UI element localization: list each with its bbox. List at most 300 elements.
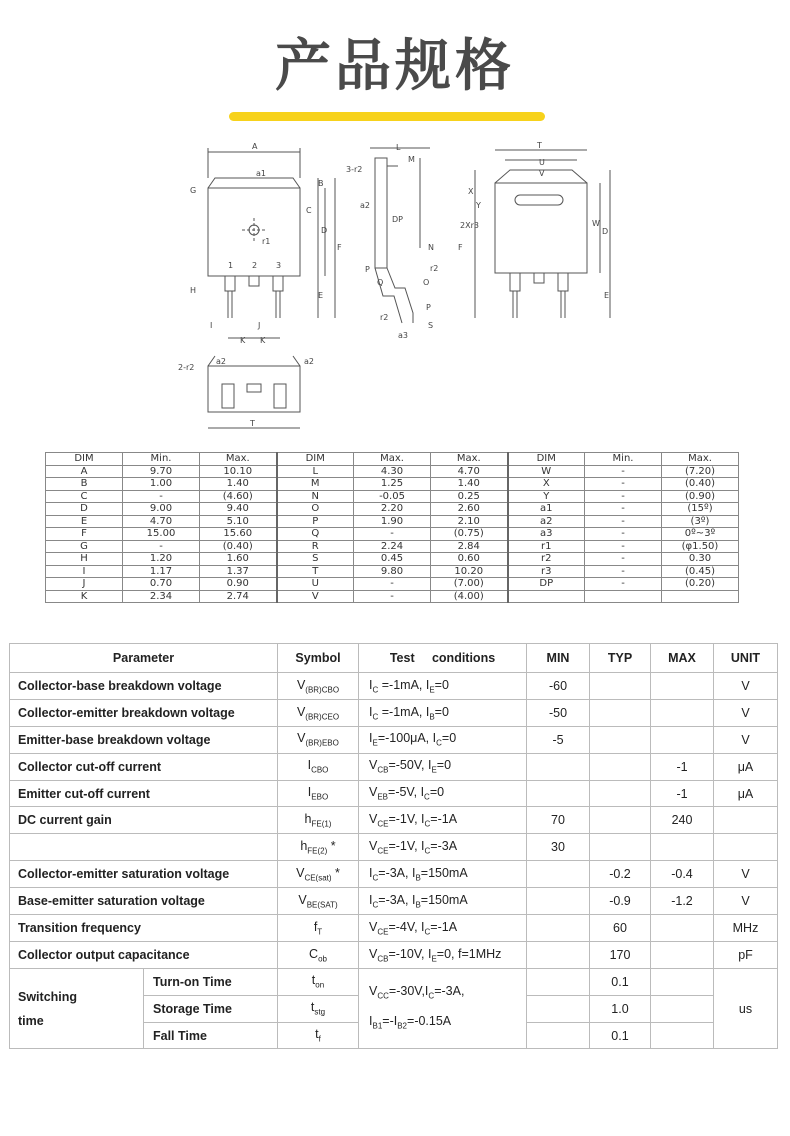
typ-cell: -0.2 [590,861,651,888]
svg-text:S: S [428,321,434,330]
spec-table-body [10,644,778,1049]
typ-cell [590,699,651,726]
dimension-cell: 10.20 [431,565,508,578]
dimension-cell: A [46,465,123,478]
dimension-cell: (0.45) [662,565,739,578]
spec-row [10,753,778,780]
dimension-cell: R [277,540,354,553]
svg-text:r1: r1 [262,237,271,246]
min-cell [527,861,590,888]
unit-cell [714,807,778,834]
dimension-cell: P [277,515,354,528]
spec-row [10,861,778,888]
dimension-cell: 2.24 [354,540,431,553]
svg-text:1: 1 [228,261,234,270]
svg-text:3: 3 [276,261,282,270]
spec-row [10,807,778,834]
dimension-cell: 1.00 [123,478,200,491]
dimension-cell: (7.20) [662,465,739,478]
svg-text:a1: a1 [256,169,266,178]
dimension-cell: 1.25 [354,478,431,491]
dimension-cell: a3 [508,528,585,541]
parameter-cell: Emitter-base breakdown voltage [10,726,278,753]
dimension-cell: DP [508,578,585,591]
dimension-cell: 1.90 [354,515,431,528]
dimension-cell: (15º) [662,503,739,516]
test-conditions-cell: $V_{CB}=-50V$, $I_E=0$ [359,753,527,780]
test-conditions-cell: $V_{CE}=-4V$, $I_C=-1A$ [359,915,527,942]
svg-text:T: T [537,141,542,150]
typ-cell [590,726,651,753]
dimension-cell: 0.30 [662,553,739,566]
dimension-cell: - [585,565,662,578]
parameter-cell: Collector output capacitance [10,941,278,968]
symbol-text: V [298,892,307,907]
unit-header: UNIT [714,644,778,673]
dimension-cell: a2 [508,515,585,528]
dimension-cell: U [277,578,354,591]
dimension-cell [585,590,662,603]
dimension-cell: J [46,578,123,591]
switching-test-conditions: $V_{CC}=-30V,I_C=-3A$, $I_{B1}=-I_{B2}=-0.15A$ [359,968,527,1049]
svg-text:a2: a2 [360,201,370,210]
switching-item-name: Fall Time [144,1022,278,1049]
typ-cell: 0.1 [590,968,651,995]
dimension-cell: - [585,540,662,553]
svg-text:M: M [408,155,415,164]
test-conditions-cell: $V_{CB}=-10V$, $I_E=0$, f=1MHz [359,941,527,968]
parameter-cell [10,834,278,861]
dimension-cell: 15.60 [200,528,277,541]
svg-text:F: F [337,243,342,252]
svg-text:E: E [604,291,610,300]
typ-cell [590,807,651,834]
svg-text:Q: Q [377,278,384,287]
min-cell [527,753,590,780]
dimension-cell: 2.60 [431,503,508,516]
dimension-cell: M [277,478,354,491]
svg-text:X: X [468,187,474,196]
parameter-cell: DC current gain [10,807,278,834]
max-cell: -1 [651,753,714,780]
svg-text:V: V [539,169,545,178]
dim-header-cell: Max. [200,453,277,466]
dimension-cell: 0.60 [431,553,508,566]
symbol-text: V [296,865,305,880]
dimension-cell: 1.17 [123,565,200,578]
dimension-cell: W [508,465,585,478]
min-cell [527,915,590,942]
svg-text:D: D [321,226,328,235]
dimension-cell: 0.70 [123,578,200,591]
typ-header: TYP [590,644,651,673]
dimension-cell: 1.40 [200,478,277,491]
dimension-cell: 9.40 [200,503,277,516]
svg-text:J: J [258,321,261,330]
switching-time-label [10,968,144,1049]
package-outline-drawing [170,138,650,443]
dimension-cell: V [277,590,354,603]
dimension-cell: - [354,578,431,591]
min-cell [527,780,590,807]
dimension-cell: F [46,528,123,541]
symbol-cell: $t_{stg}$ [278,995,359,1022]
test-conditions-cell: $I_E=-100\mu A$, $I_C=0$ [359,726,527,753]
min-cell [527,941,590,968]
svg-text:C: C [306,206,312,215]
dimension-cell: (4.00) [431,590,508,603]
unit-cell: MHz [714,915,778,942]
svg-text:K: K [260,336,266,345]
parameter-cell: Collector-emitter breakdown voltage [10,699,278,726]
symbol-header: Symbol [278,644,359,673]
dimension-cell: N [277,490,354,503]
min-cell [527,888,590,915]
symbol-cell: $V_{(BR)CEO}$ [278,699,359,726]
min-cell: 30 [527,834,590,861]
symbol-cell: $f_T$ [278,915,359,942]
dimension-cell: D [46,503,123,516]
dimension-cell: - [585,503,662,516]
spec-row [10,699,778,726]
dimension-cell: - [585,578,662,591]
spec-table-header [10,644,778,673]
dimension-cell: (0.90) [662,490,739,503]
typ-cell: 170 [590,941,651,968]
dimension-cell: 9.80 [354,565,431,578]
dimension-cell [508,590,585,603]
test-conditions-cell: $I_C =-1mA$, $I_E=0$ [359,673,527,700]
svg-text:P: P [426,303,431,312]
dimension-cell [662,590,739,603]
dim-header-cell: DIM [46,453,123,466]
symbol-cell: $I_{CBO}$ [278,753,359,780]
dimension-cell: 2.84 [431,540,508,553]
dimension-cell: H [46,553,123,566]
typ-cell [590,780,651,807]
svg-text:H: H [190,286,197,295]
symbol-text: I [307,785,312,800]
unit-cell: pF [714,941,778,968]
symbol-text: t [315,1027,319,1042]
dimension-cell: -0.05 [354,490,431,503]
svg-text:T: T [250,419,255,428]
dimension-cell: - [585,490,662,503]
dimension-cell: (0.75) [431,528,508,541]
dimension-cell: 0.45 [354,553,431,566]
symbol-cell: $I_{EBO}$ [278,780,359,807]
svg-text:r2: r2 [430,264,439,273]
dimension-row [46,578,739,591]
dimension-row [46,490,739,503]
spec-row [10,780,778,807]
unit-cell: V [714,673,778,700]
symbol-text: h [304,812,312,827]
max-cell [651,699,714,726]
spec-row [10,834,778,861]
dimension-cell: 1.40 [431,478,508,491]
typ-cell: 1.0 [590,995,651,1022]
max-cell [651,995,714,1022]
unit-cell: V [714,888,778,915]
switching-label-line2: time [18,1013,44,1028]
test-conditions-cell: $I_C=-3A$, $I_B=150mA$ [359,888,527,915]
min-header: MIN [527,644,590,673]
symbol-cell: $h_{FE(1)}$ [278,807,359,834]
max-cell: 240 [651,807,714,834]
symbol-text: V [296,677,306,692]
max-cell [651,968,714,995]
dimension-cell: X [508,478,585,491]
test-conditions-cell: $V_{EB}=-5V$, $I_C=0$ [359,780,527,807]
svg-text:W: W [592,219,600,228]
symbol-text: V [296,704,306,719]
symbol-cell: $h_{FE(2)}$ * [278,834,359,861]
svg-text:a2: a2 [216,357,226,366]
parameter-header: Parameter [10,644,278,673]
test-conditions-header: Test conditions [359,644,527,673]
max-cell [651,726,714,753]
dim-header-cell: Min. [585,453,662,466]
svg-text:G: G [190,186,197,195]
symbol-cell: $V_{(BR)EBO}$ [278,726,359,753]
svg-text:D: D [602,227,609,236]
svg-text:2Xr3: 2Xr3 [460,221,479,230]
dim-header-cell: Max. [431,453,508,466]
dimension-cell: r1 [508,540,585,553]
dimension-cell: T [277,565,354,578]
max-header: MAX [651,644,714,673]
unit-cell: V [714,699,778,726]
spec-row [10,941,778,968]
page-title: 产品规格 [275,34,515,99]
min-cell: 70 [527,807,590,834]
symbol-cell: $V_{BE(SAT)}$ [278,888,359,915]
dimension-cell: 2.34 [123,590,200,603]
svg-text:A: A [252,142,258,151]
dimension-cell: 10.10 [200,465,277,478]
symbol-cell: $C_{ob}$ [278,941,359,968]
symbol-text: C [309,946,319,961]
dimension-cell: I [46,565,123,578]
svg-text:2-r2: 2-r2 [178,363,195,372]
dimension-row [46,553,739,566]
symbol-text: f [313,919,318,934]
test-conditions-cell: $V_{CE}=-1V$, $I_C=-1A$ [359,807,527,834]
unit-cell: V [714,861,778,888]
dimension-cell: (0.40) [200,540,277,553]
dimension-cell: C [46,490,123,503]
min-cell [527,1022,590,1049]
max-cell: -0.4 [651,861,714,888]
min-cell: -60 [527,673,590,700]
unit-cell [714,834,778,861]
svg-text:3-r2: 3-r2 [346,165,363,174]
max-cell: -1.2 [651,888,714,915]
svg-text:I: I [210,321,213,330]
typ-cell: 60 [590,915,651,942]
switching-unit-cell: us [714,968,778,1049]
dimension-row [46,565,739,578]
svg-text:O: O [423,278,430,287]
dimension-row [46,503,739,516]
svg-text:N: N [428,243,434,252]
spec-row [10,888,778,915]
dimension-cell: K [46,590,123,603]
dim-header-cell: Min. [123,453,200,466]
dimension-cell: 2.20 [354,503,431,516]
dimension-cell: - [585,478,662,491]
dimension-cell: 9.00 [123,503,200,516]
switching-row [10,968,778,995]
min-cell: -50 [527,699,590,726]
symbol-text: h [300,839,308,854]
max-cell [651,915,714,942]
svg-text:2: 2 [252,261,258,270]
parameter-cell: Base-emitter saturation voltage [10,888,278,915]
test-conditions-cell: $I_C=-3A$, $I_B=150mA$ [359,861,527,888]
typ-cell [590,673,651,700]
dimension-cell: 0.90 [200,578,277,591]
symbol-text: V [297,731,306,746]
spec-row [10,673,778,700]
dimension-cell: 4.30 [354,465,431,478]
dimension-cell: - [354,590,431,603]
title-underline [229,112,545,121]
dimension-cell: (4.60) [200,490,277,503]
dimension-cell: 2.74 [200,590,277,603]
dimension-table-header [46,453,739,466]
typ-cell: 0.1 [590,1022,651,1049]
min-cell [527,968,590,995]
dimension-row [46,465,739,478]
dimension-table-body [46,465,739,603]
dimension-cell: r2 [508,553,585,566]
dimension-cell: (3º) [662,515,739,528]
test-conditions-cell: $I_C =-1mA$, $I_B=0$ [359,699,527,726]
dimension-cell: - [585,515,662,528]
dim-header-cell: DIM [508,453,585,466]
switching-label-line1: Switching [18,989,78,1004]
dimension-cell: S [277,553,354,566]
dimension-cell: - [123,490,200,503]
dimension-cell: 1.20 [123,553,200,566]
svg-text:Y: Y [476,201,481,210]
max-cell [651,834,714,861]
parameter-cell: Collector cut-off current [10,753,278,780]
symbol-text: I [307,758,312,773]
dim-header-cell: DIM [277,453,354,466]
dimension-cell: - [354,528,431,541]
dimension-cell: r3 [508,565,585,578]
svg-text:DP: DP [392,215,403,224]
svg-text:B: B [318,179,324,188]
symbol-cell: $V_{(BR)CBO}$ [278,673,359,700]
dimension-cell: 0º~3º [662,528,739,541]
dimension-cell: (φ1.50) [662,540,739,553]
dimension-cell: E [46,515,123,528]
parameter-cell: Emitter cut-off current [10,780,278,807]
dimension-cell: (7.00) [431,578,508,591]
dimension-cell: O [277,503,354,516]
parameter-cell: Collector-base breakdown voltage [10,673,278,700]
svg-text:a2: a2 [304,357,314,366]
svg-text:K: K [240,336,246,345]
spec-row [10,915,778,942]
typ-cell: -0.9 [590,888,651,915]
dimension-cell: 1.37 [200,565,277,578]
dimension-row [46,540,739,553]
dimension-cell: 1.60 [200,553,277,566]
dimension-cell: 9.70 [123,465,200,478]
unit-cell: μA [714,753,778,780]
unit-cell: μA [714,780,778,807]
unit-cell: V [714,726,778,753]
dimension-table [45,452,739,603]
max-cell [651,941,714,968]
dimension-cell: 4.70 [123,515,200,528]
dimension-row [46,515,739,528]
switching-item-name: Storage Time [144,995,278,1022]
symbol-cell: $V_{CE(sat)}$ * [278,861,359,888]
svg-text:E: E [318,291,324,300]
dim-header-cell: Max. [662,453,739,466]
dimension-cell: (0.20) [662,578,739,591]
dimension-row [46,528,739,541]
dimension-cell: 2.10 [431,515,508,528]
dimension-cell: L [277,465,354,478]
dimension-cell: - [123,540,200,553]
symbol-cell: $t_{on}$ [278,968,359,995]
svg-text:L: L [396,143,401,152]
min-cell: -5 [527,726,590,753]
dimension-cell: 0.25 [431,490,508,503]
dimension-cell: Y [508,490,585,503]
dimension-row [46,590,739,603]
parameter-cell: Transition frequency [10,915,278,942]
symbol-cell: $t_f$ [278,1022,359,1049]
dimension-cell: - [585,553,662,566]
svg-text:U: U [539,158,545,167]
dimension-row [46,478,739,491]
symbol-text: t [311,973,316,988]
max-cell [651,673,714,700]
max-cell [651,1022,714,1049]
min-cell [527,995,590,1022]
svg-text:P: P [365,265,370,274]
dimension-cell: - [585,528,662,541]
dim-header-cell: Max. [354,453,431,466]
dimension-cell: a1 [508,503,585,516]
electrical-characteristics-table [9,643,778,1049]
spec-row [10,726,778,753]
typ-cell [590,834,651,861]
dimension-cell: Q [277,528,354,541]
parameter-cell: Collector-emitter saturation voltage [10,861,278,888]
dimension-cell: G [46,540,123,553]
dimension-cell: 4.70 [431,465,508,478]
svg-text:F: F [458,243,463,252]
dimension-cell: 15.00 [123,528,200,541]
svg-text:a3: a3 [398,331,408,340]
dimension-cell: B [46,478,123,491]
typ-cell [590,753,651,780]
svg-text:r2: r2 [380,313,389,322]
test-conditions-cell: $V_{CE}=-1V$, $I_C=-3A$ [359,834,527,861]
dimension-cell: - [585,465,662,478]
symbol-text: t [310,1000,315,1015]
max-cell: -1 [651,780,714,807]
